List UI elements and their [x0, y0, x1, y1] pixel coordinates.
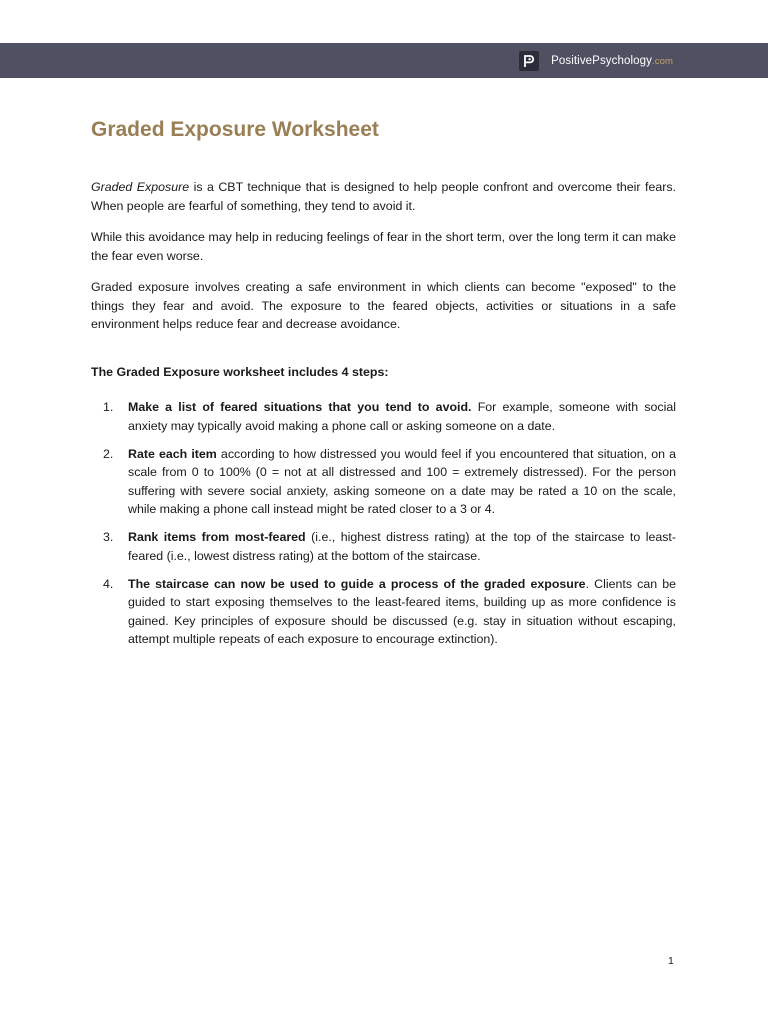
step-text: For example, someone with social anxiety may typically avoid making a phone call or asking someone on a date.: [128, 400, 676, 433]
page-number: 1: [668, 955, 674, 967]
step-bold-text: Rate each item: [128, 446, 217, 461]
brand[interactable]: [519, 51, 673, 71]
step-number: 4.: [103, 576, 114, 591]
step-text: . Clients can be guided to start exposing themselves to the least-feared items, building up as more confidence is gained. Key principles of exposure should be discussed (e.g. stay in situation without escaping, attempt multiple repeats of each exposure to encourage extinction).: [128, 576, 677, 646]
step-item-1: [91, 398, 676, 435]
intro-paragraph: [91, 178, 676, 215]
step-bold-text: The staircase can now be used to guide a process of the graded exposure: [128, 576, 586, 591]
header-bar: [0, 43, 768, 78]
step-number: 1.: [103, 400, 114, 414]
brand-name: [551, 55, 673, 67]
step-item-4: [91, 575, 676, 649]
step-item-2: [91, 445, 676, 519]
step-item-3: [91, 528, 676, 565]
positive-psychology-logo-icon: [519, 51, 539, 71]
steps-list: [91, 398, 676, 649]
brand-name-main: PositivePsychology: [551, 55, 652, 67]
step-bold-text: Rank items from most-feared: [128, 530, 306, 544]
step-text: according to how distressed you would feel if you encountered that situation, on a scale from 0 to 100% (0 = not at all distressed and 100 = extremely distressed). For the person suffering with severe social anxiety, asking someone on a date may be rated a 10 on the scale, while making a phone call instead might be rated closer to a 3 or 4.: [128, 446, 676, 516]
step-bold-text: Make a list of feared situations that you tend to avoid.: [128, 400, 472, 414]
avoidance-paragraph: While this avoidance may help in reducing feelings of fear in the short term, over the long term it can make the fear even worse.: [91, 230, 676, 263]
intro-text: is a CBT technique that is designed to help people confront and overcome their fears. When people are fearful of something, they tend to avoid it.: [91, 180, 676, 213]
intro-term: Graded Exposure: [91, 180, 190, 194]
step-number: 2.: [103, 446, 114, 461]
logo-p-glyph: [522, 54, 536, 68]
page-title: Graded Exposure Worksheet: [91, 118, 379, 141]
worksheet-content: [91, 115, 676, 658]
graded-exposure-paragraph: Graded exposure involves creating a safe environment in which clients can become "exposed" to the things they fear and avoid. The exposure to the feared objects, activities or situations in a safe environment helps reduce fear and decrease avoidance.: [91, 280, 676, 331]
step-number: 3.: [103, 530, 114, 544]
brand-tld: .com: [652, 56, 673, 67]
steps-heading: The Graded Exposure worksheet includes 4 steps:: [91, 364, 389, 379]
step-text: (i.e., highest distress rating) at the top of the staircase to least-feared (i.e., lowest distress rating) at the bottom of the staircase.: [128, 530, 677, 563]
